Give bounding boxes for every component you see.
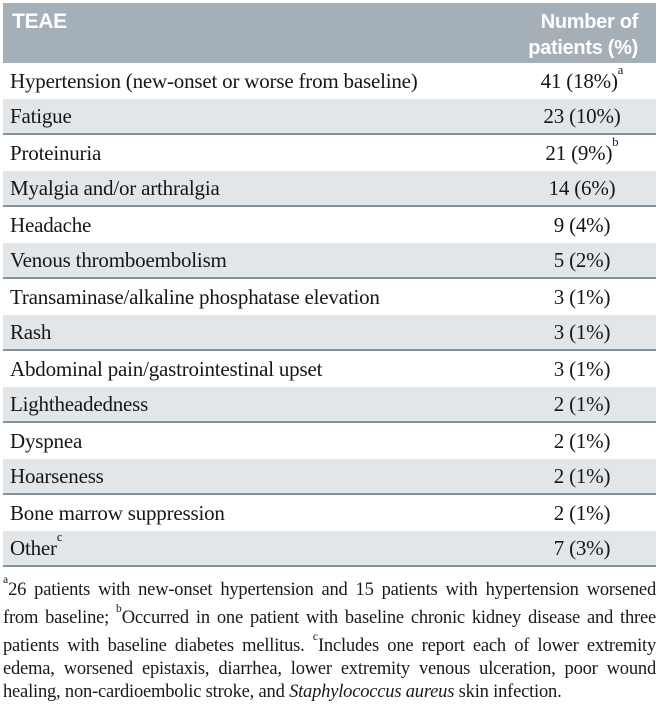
table-row bbox=[3, 423, 656, 459]
patients-cell bbox=[508, 392, 656, 417]
patients-value: 2 (1%) bbox=[553, 428, 611, 453]
patients-value-superscript: a bbox=[617, 62, 624, 77]
teae-cell bbox=[10, 464, 508, 489]
table-row bbox=[3, 207, 656, 243]
teae-label: Bone marrow suppression bbox=[10, 500, 225, 525]
teae-label-superscript: c bbox=[56, 529, 63, 544]
teae-label: Fatigue bbox=[10, 103, 72, 128]
table-row bbox=[3, 99, 656, 135]
patients-cell bbox=[508, 134, 656, 166]
teae-cell bbox=[10, 501, 508, 526]
teae-label: Transaminase/alkaline phosphatase elevation bbox=[10, 284, 380, 309]
teae-cell bbox=[10, 176, 508, 201]
patients-value: 2 (1%) bbox=[553, 463, 611, 488]
patients-cell bbox=[508, 285, 656, 310]
teae-cell bbox=[10, 392, 508, 417]
patients-value: 7 (3%) bbox=[553, 535, 611, 560]
teae-cell bbox=[10, 141, 508, 166]
teae-label: Hoarseness bbox=[10, 463, 104, 488]
table-row bbox=[3, 495, 656, 531]
table-row bbox=[3, 135, 656, 171]
teae-label: Hypertension (new-onset or worse from baseline) bbox=[10, 68, 418, 93]
patients-value: 2 (1%) bbox=[553, 391, 611, 416]
patients-cell bbox=[508, 357, 656, 382]
teae-cell bbox=[10, 429, 508, 454]
patients-value: 3 (1%) bbox=[553, 356, 611, 381]
teae-label: Headache bbox=[10, 212, 92, 237]
teae-cell bbox=[10, 213, 508, 238]
patients-cell bbox=[508, 320, 656, 345]
teae-label: Other bbox=[10, 535, 57, 560]
teae-label: Proteinuria bbox=[10, 140, 102, 165]
patients-cell bbox=[508, 464, 656, 489]
patients-value: 9 (4%) bbox=[553, 212, 611, 237]
table-row bbox=[3, 531, 656, 567]
patients-value: 14 (6%) bbox=[548, 175, 616, 200]
teae-label: Abdominal pain/gastrointestinal upset bbox=[10, 356, 323, 381]
table-row bbox=[3, 171, 656, 207]
teae-label: Lightheadedness bbox=[10, 391, 149, 416]
patients-value: 41 (18%) bbox=[540, 68, 618, 93]
patients-value: 3 (1%) bbox=[553, 284, 611, 309]
patients-cell bbox=[508, 536, 656, 561]
header-cell-teae: TEAE bbox=[12, 10, 67, 33]
patients-value: 2 (1%) bbox=[553, 500, 611, 525]
teae-label: Myalgia and/or arthralgia bbox=[10, 175, 220, 200]
patients-value: 23 (10%) bbox=[543, 103, 621, 128]
teae-cell bbox=[10, 285, 508, 310]
table-row bbox=[3, 315, 656, 351]
patients-value: 21 (9%) bbox=[545, 140, 613, 165]
table-body bbox=[3, 63, 656, 567]
teae-cell bbox=[10, 529, 508, 561]
patients-value-superscript: b bbox=[612, 134, 619, 149]
table-header-row bbox=[3, 3, 656, 63]
teae-cell bbox=[10, 357, 508, 382]
table-row bbox=[3, 243, 656, 279]
table-row bbox=[3, 351, 656, 387]
teae-cell bbox=[10, 104, 508, 129]
teae-table bbox=[3, 3, 656, 704]
teae-label: Dyspnea bbox=[10, 428, 83, 453]
patients-cell bbox=[508, 501, 656, 526]
teae-cell bbox=[10, 248, 508, 273]
table-row bbox=[3, 459, 656, 495]
patients-value: 3 (1%) bbox=[553, 319, 611, 344]
table-row bbox=[3, 63, 656, 99]
teae-cell bbox=[10, 320, 508, 345]
footnote: $^a$26 patients with new-onset hypertension and 15 patients with hypertension worsened from baseline; $^b$Occurred in one patient with baseline chronic kidney disease and three patients with baseline diabetes mellitus. $^c$Includes one report each of lower extremity edema, worsened epistaxis, diarrhea, lower extremity venous ulceration, poor wound healing, non-cardioembolic stroke, and Staphylococcus aureus skin infection. bbox=[3, 574, 657, 703]
table-row bbox=[3, 279, 656, 315]
teae-cell bbox=[10, 69, 508, 94]
teae-label: Rash bbox=[10, 319, 52, 344]
patients-value: 5 (2%) bbox=[553, 247, 611, 272]
patients-cell bbox=[508, 213, 656, 238]
patients-cell bbox=[508, 176, 656, 201]
patients-cell bbox=[508, 104, 656, 129]
teae-label: Venous thromboembolism bbox=[10, 247, 227, 272]
patients-cell bbox=[508, 248, 656, 273]
table-row bbox=[3, 387, 656, 423]
patients-cell bbox=[508, 429, 656, 454]
header-cell-number-of-patients: Number of patients (%) bbox=[528, 11, 638, 59]
patients-cell bbox=[508, 62, 656, 94]
